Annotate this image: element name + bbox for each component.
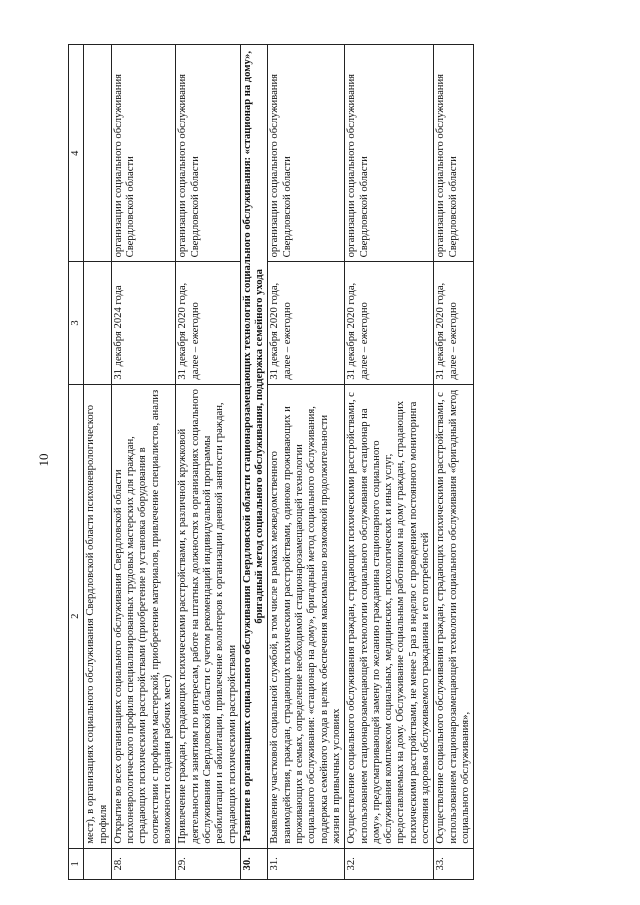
table-header-row (69, 45, 84, 880)
deadline-cell: 31 декабря 2020 года, далее – ежегодно (434, 262, 474, 384)
page-number: 10 (36, 453, 51, 467)
plan-table (68, 44, 474, 880)
row-number: 33. (434, 848, 474, 879)
activity-cell: Осуществление социального обслуживания граждан, страдающих психическими расстройствами, с использованием стационарозамещающей технологии социального обслуживания «бригадный метод социального обслуживания», (434, 384, 474, 848)
executor-cell: организации социального обслуживания Свердловской области (434, 45, 474, 262)
deadline-cell (84, 262, 112, 384)
activity-cell: Привлечение граждан, страдающих психическими расстройствами, к различной кружковой деятельности и занятиям по интересам, работе на штатных должностях в организациях социального обслуживания Свердловской области с учетом рекомендаций индивидуальной программы реабилитации и абилитации, привлечение волонтеров к организации дневной занятости граждан, страдающих психическими расстройствами (176, 384, 240, 848)
section-title: Развитие в организациях социального обслуживания Свердловской области стационарозамещающих технологий социального обслуживания: «стационар на дому», бригадный метод социального обслуживания, поддержка семейного ухода (240, 45, 268, 849)
deadline-cell: 31 декабря 2020 года, далее – ежегодно (268, 262, 345, 384)
row-number: 32. (345, 848, 434, 879)
executor-cell (84, 45, 112, 262)
deadline-cell: 31 декабря 2020 года, далее – ежегодно (345, 262, 434, 384)
deadline-cell: 31 декабря 2020 года, далее – ежегодно (176, 262, 240, 384)
deadline-cell: 31 декабря 2024 года (111, 262, 175, 384)
executor-cell: организации социального обслуживания Свердловской области (176, 45, 240, 262)
table-row (345, 45, 434, 880)
table-row (268, 45, 345, 880)
executor-cell: организации социального обслуживания Свердловской области (111, 45, 175, 262)
table-row (84, 45, 112, 880)
table-row (434, 45, 474, 880)
column-header-1: 1 (69, 848, 84, 879)
activity-cell: Выявление участковой социальной службой, в том числе в рамках межведомственного взаимодействия, граждан, страдающих психическими расстройствами, одиноко проживающих и проживающих в семьях, определение необходимой стационарозамещающей технологии социального обслуживания: «стационар на дому», бригадный метод социального обслуживания, поддержка семейного ухода в целях обеспечения максимально возможной продолжительности жизни в привычных условиях (268, 384, 345, 848)
row-number: 31. (268, 848, 345, 879)
column-header-3: 3 (69, 262, 84, 384)
section-row (240, 45, 268, 880)
row-number: 29. (176, 848, 240, 879)
activity-cell: мест), в организациях социального обслуживания Свердловской области психоневрологического профиля (84, 384, 112, 848)
activity-cell: Открытие во всех организациях социального обслуживания Свердловской области психоневрологического профиля специализированных трудовых мастерских для граждан, страдающих психическими расстройствами (приобретение и установка оборудования в соответствии с профилем мастерской, приобретение материалов, привлечение специалистов, анализ возможности создания рабочих мест) (111, 384, 175, 848)
row-number: 28. (111, 848, 175, 879)
column-header-2: 2 (69, 384, 84, 848)
activity-cell: Осуществление социального обслуживания граждан, страдающих психическими расстройствами, с использованием стационарозамещающей технологии социального обслуживания «стационар на дому», предусматривающей замену по желанию гражданина стационарного социального обслуживания комплексом социальных, медицинских, психологических и иных услуг, предоставляемых на дому. Обслуживание социальным работником на дому граждан, страдающих психическими расстройствами, не менее 5 раз в неделю с проведением постоянного мониторинга состояния здоровья обслуживаемого гражданина и его потребностей (345, 384, 434, 848)
executor-cell: организации социального обслуживания Свердловской области (345, 45, 434, 262)
column-header-4: 4 (69, 45, 84, 262)
rotated-page (36, 40, 576, 880)
table-row (176, 45, 240, 880)
executor-cell: организации социального обслуживания Свердловской области (268, 45, 345, 262)
table-row (111, 45, 175, 880)
row-number (84, 848, 112, 879)
row-number: 30. (240, 848, 268, 879)
